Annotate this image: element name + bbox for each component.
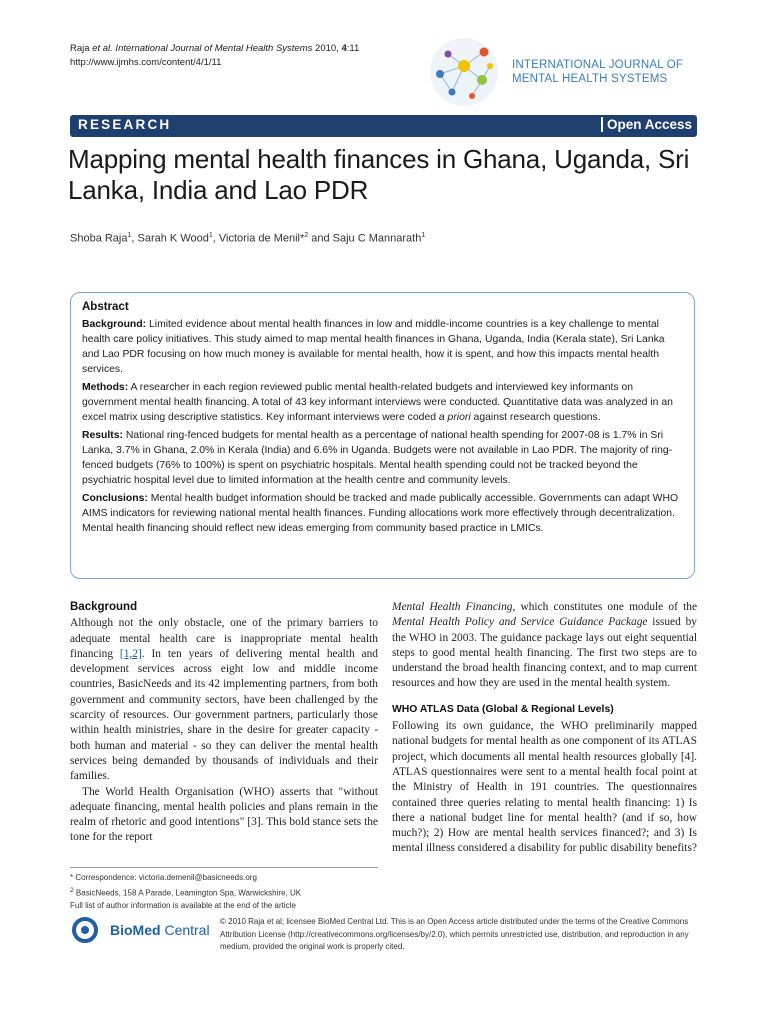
author-affiliation-mark: 1 <box>208 232 213 239</box>
citation-block <box>70 42 359 70</box>
publisher-name-light: Central <box>160 922 210 938</box>
abstract-results-text: National ring-fenced budgets for mental health as a percentage of national health spending for 2007-08 is 1.7% in Sri Lanka, 3.7% in Ghana, 2.0% in Kerala (India) and 6.6% in Uganda. Budgets were not available in Lao PDR. The majority of ring-fenced budgets (76% to 100%) is spent on psychiatric hospitals. Mental health spending could not be tracked beyond the psychiatric hospital level due to limited information at the health centre and community levels. <box>82 430 673 486</box>
abstract-box <box>70 292 695 579</box>
body-italic: Mental Health Policy and Service Guidance Package <box>392 616 648 629</box>
journal-network-logo <box>428 36 500 108</box>
author-info-note: Full list of author information is available at the end of the article <box>70 900 296 910</box>
journal-name-line1: INTERNATIONAL JOURNAL OF <box>512 59 684 71</box>
section-heading-who-atlas: WHO ATLAS Data (Global & Regional Levels) <box>392 703 614 715</box>
author-name: , Victoria de Menil* <box>212 232 305 245</box>
correspondence-note: * Correspondence: victoria.demenil@basicneeds.org <box>70 873 257 882</box>
biomed-central-logo <box>70 913 218 955</box>
body-column-right <box>392 600 697 857</box>
abstract-conclusions <box>82 491 684 536</box>
footnotes <box>70 867 378 912</box>
author-name: and Saju C Mannarath <box>308 232 422 245</box>
affiliation-mark: 2 <box>70 886 74 894</box>
body-paragraph <box>70 616 378 784</box>
citation-etal: et al <box>92 43 111 54</box>
body-text: issued by the WHO in 2003. The guidance package lays out eight sequential steps to good mental health financing. The first two steps are to understand the broad health financing context, and to map current resources and how they are used in the mental health system. <box>392 616 697 690</box>
author-affiliation-mark: 1 <box>421 232 426 239</box>
reference-link[interactable]: [1,2] <box>119 647 142 660</box>
journal-name-line2: MENTAL HEALTH SYSTEMS <box>512 73 668 85</box>
abstract-background-label: Background: <box>82 319 147 330</box>
author-affiliation-mark: 2 <box>304 232 309 239</box>
citation-journal: . International Journal of Mental Health Systems <box>110 43 313 54</box>
abstract-methods <box>82 380 684 425</box>
abstract-heading: Abstract <box>82 301 129 313</box>
body-paragraph <box>392 600 697 692</box>
publisher-name-bold: BioMed <box>110 922 161 938</box>
author-name: , Sarah K Wood <box>131 232 209 245</box>
article-type-label: RESEARCH <box>78 117 172 132</box>
abstract-background-text: Limited evidence about mental health finances in low and middle-income countries is a key challenge to mental health care policy initiatives. This study aimed to map mental health finances in Ghana, Uganda, India (Kerala state), Sri Lanka and Lao PDR focusing on how much money is available for mental health, how it is spent, and how this impacts mental health services. <box>82 319 665 375</box>
open-access-badge: Open Access <box>601 117 692 132</box>
author-affiliation-mark: 1 <box>127 232 132 239</box>
abstract-methods-text-end: against research questions. <box>470 412 601 423</box>
body-paragraph: Following its own guidance, the WHO preliminarily mapped national budgets for mental health as one component of its ATLAS project, which documents all mental health resources globally [4]. ATLAS questionnaires were sent to a mental health focal point at the Ministry of Health in 191 countries. The questionnaires contained three queries relating to mental health financing: 1) Is there a national budget line for mental health? (and if so, how much?); 2) How are mental health services financed?; and 3) Is mental illness considered a disability for public disability benefits? <box>392 720 697 855</box>
body-text: . In ten years of delivering mental health and development services across eight low and middle income countries, BasicNeeds and its 42 implementing partners, from both government and community sectors, have been challenged by the scarcity of resources. Our government partners, particularly those within health ministries, share in the desire for greater capacity - both human and material - so they can deliver the mental health services being demanded by thousands of individuals and their families. <box>70 647 378 783</box>
citation-issue: :11 <box>346 43 360 54</box>
bmc-dot-icon <box>81 926 89 934</box>
journal-name <box>512 58 683 86</box>
abstract-methods-label: Methods: <box>82 382 129 393</box>
publisher-name <box>110 922 210 938</box>
article-url[interactable]: http://www.ijmhs.com/content/4/1/11 <box>70 57 222 68</box>
abstract-results-label: Results: <box>82 430 123 441</box>
citation-volume: 4 <box>341 43 347 54</box>
affiliation-text: BasicNeeds, 158 A Parade, Leamington Spa, Warwickshire, UK <box>73 888 302 898</box>
author-name: Shoba Raja <box>70 232 128 245</box>
abstract-conclusions-label: Conclusions: <box>82 493 148 504</box>
body-paragraph: The World Health Organisation (WHO) asserts that "without adequate financing, mental health policies and plans remain in the realm of rhetoric and good intentions" [3]. This bold stance sets the tone for the report <box>70 785 378 844</box>
abstract-conclusions-text: Mental health budget information should be tracked and made publically accessible. Governments can adapt WHO AIMS indicators for reviewing national mental health finances. Funding allocations work more effectively through decentralization. Mental health financing should reflect new ideas emerging from community based practice in LMICs. <box>82 493 679 534</box>
section-heading-background: Background <box>70 601 138 613</box>
body-italic: Mental Health Financing <box>392 601 513 613</box>
article-title: Mapping mental health finances in Ghana, Uganda, Sri Lanka, India and Lao PDR <box>68 144 690 205</box>
copyright-notice: © 2010 Raja et al; licensee BioMed Central Ltd. This is an Open Access article distributed under the terms of the Creative Commons Attribution License (http://creativecommons.org/licenses/by/2.0), which permits unrestricted use, distribution, and reproduction in any medium, provided the original work is properly cited. <box>220 917 689 951</box>
body-text: Although not the only obstacle, one of the primary barriers to adequate mental health care is inappropriate mental health financing <box>70 617 378 660</box>
abstract-methods-italic: a priori <box>438 412 471 423</box>
article-type-bar <box>70 115 697 137</box>
citation-year: 2010, <box>312 43 342 54</box>
body-column-left <box>70 600 378 846</box>
citation-line <box>70 42 359 56</box>
abstract-methods-text: A researcher in each region reviewed public mental health-related budgets and interviewed key informants on government mental health financing. A total of 43 key informant interviews were conducted. Quantitative data was analyzed in an excel matrix using descriptive statistics. Key informant interviews were coded <box>82 382 673 423</box>
citation-authors: Raja <box>70 43 93 54</box>
affiliation-note <box>70 885 378 900</box>
body-text: , which constitutes one module of the <box>512 601 698 613</box>
abstract-results <box>82 428 684 488</box>
author-list <box>70 232 425 245</box>
abstract-background <box>82 317 684 377</box>
